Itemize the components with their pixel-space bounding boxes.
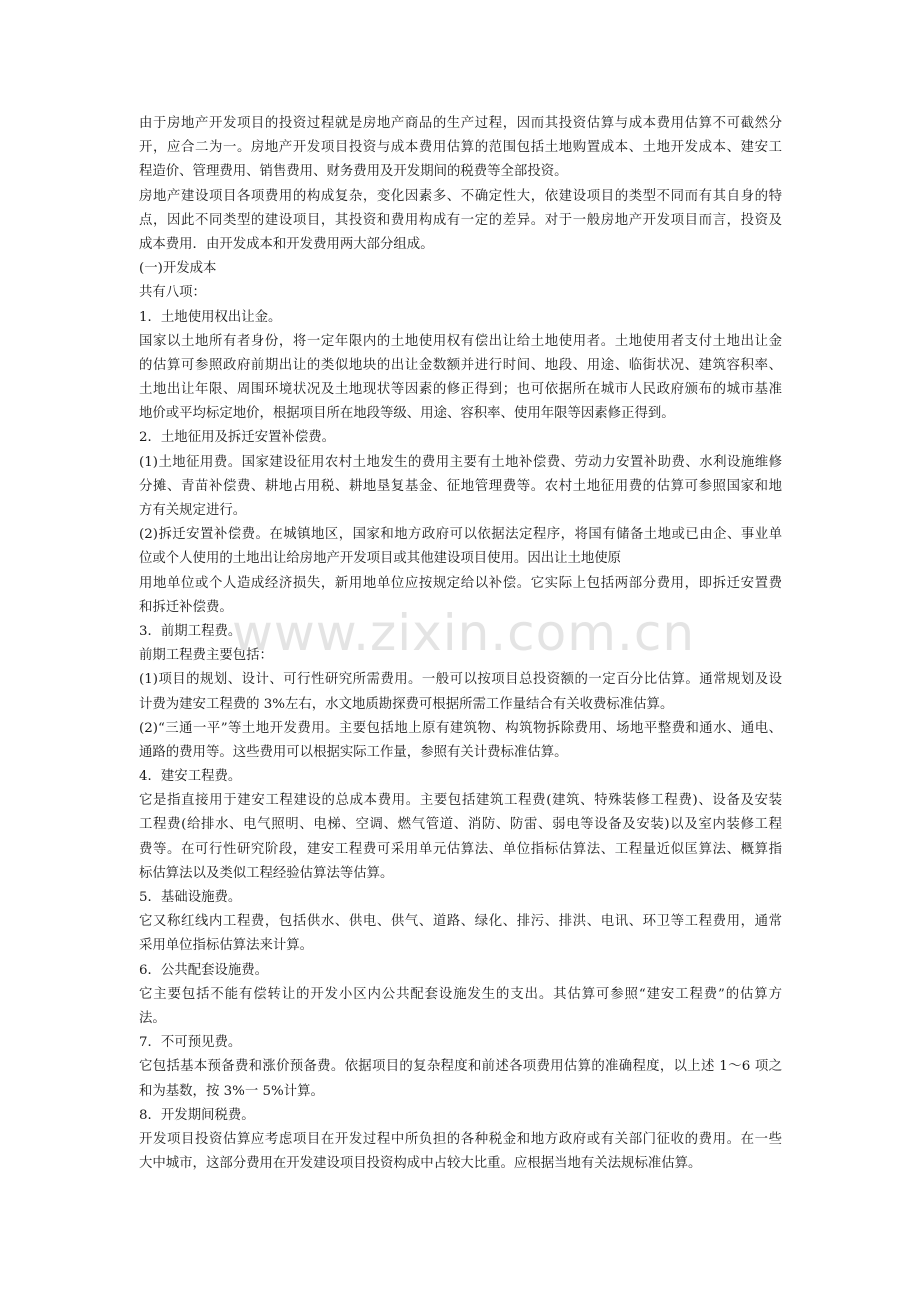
text-line: 通路的费用等。这些费用可以根据实际工作量，参照有关计费标准估算。: [139, 744, 568, 760]
text-line: 1．土地使用权出让金。: [139, 309, 282, 325]
text-line: 开发项目投资估算应考虑项目在开发过程中所负担的各种税金和地方政府或有关部门征收的费用。在一些: [139, 1131, 782, 1147]
text-line: 用地单位或个人造成经济损失，新用地单位应按规定给以补偿。它实际上包括两部分费用，即拆迁安置费: [139, 575, 782, 591]
text-line: 4．建安工程费。: [139, 769, 242, 785]
text-line: (2)“三通一平”等土地开发费用。主要包括地上原有建筑物、构筑物拆除费用、场地平整费和通水、通电、: [139, 720, 782, 736]
text-line: 房地产建设项目各项费用的构成复杂，变化因素多、不确定性大，依建设项目的类型不同而有其自身的特: [139, 188, 782, 204]
text-line: 位或个人使用的土地出让给房地产开发项目或其他建设项目使用。因出让土地使原: [139, 551, 622, 567]
text-line: 它又称红线内工程费，包括供水、供电、供气、道路、绿化、排污、排洪、电讯、环卫等工程费用，通常: [139, 914, 782, 930]
text-line: 它主要包括不能有偿转让的开发小区内公共配套设施发生的支出。其估算可参照“建安工程费”的估算方: [139, 986, 782, 1002]
text-line: 5．基础设施费。: [139, 890, 242, 905]
text-line: 和拆迁补偿费。: [139, 599, 233, 615]
text-line: 3．前期工程费。: [139, 623, 242, 639]
text-line: (1)土地征用费。国家建设征用农村土地发生的费用主要有土地补偿费、劳动力安置补助费、水利设施维修: [139, 454, 782, 470]
text-line: 程造价、管理费用、销售费用、财务费用及开发期间的税费等全部投资。: [139, 164, 568, 180]
text-line: 7．不可预见费。: [139, 1035, 242, 1051]
text-line: 6．公共配套设施费。: [139, 962, 269, 978]
text-line: 的估算可参照政府前期出让的类似地块的出让金数额并进行时间、地段、用途、临街状况、建筑容积率、: [139, 357, 782, 373]
watermark-text: www.zixin.com.cn: [232, 604, 696, 662]
text-line: 和为基数，按 3%一 5%计算。: [139, 1083, 324, 1099]
text-line: 开，应合二为一。房地产开发项目投资与成本费用估算的范围包括土地购置成本、土地开发成本、建安工: [139, 140, 782, 156]
text-line: (一)开发成本: [139, 261, 217, 277]
text-line: 它是指直接用于建安工程建设的总成本费用。主要包括建筑工程费(建筑、特殊装修工程费)、设备及安装: [139, 793, 782, 809]
text-line: 方有关规定进行。: [139, 503, 247, 518]
text-line: 采用单位指标估算法来计算。: [139, 938, 314, 954]
text-line: 计费为建安工程费的 3%左右，水文地质勘探费可根据所需工作量结合有关收费标准估算。: [139, 696, 674, 712]
text-line: 大中城市，这部分费用在开发建设项目投资构成中占较大比重。应根据当地有关法规标准估算。: [139, 1156, 702, 1172]
text-line: 前期工程费主要包括：: [139, 648, 273, 664]
text-line: 法。: [139, 1010, 166, 1026]
text-line: 它包括基本预备费和涨价预备费。依据项目的复杂程度和前述各项费用估算的准确程度，以上述 1～6 项之: [139, 1059, 782, 1075]
text-line: 标估算法以及类似工程经验估算法等估算。: [139, 865, 394, 881]
text-line: 地价或平均标定地价，根据项目所在地段等级、用途、容积率、使用年限等因素修正得到。: [139, 406, 675, 422]
text-line: 点，因此不同类型的建设项目，其投资和费用构成有一定的差异。对于一般房地产开发项目而言，投资及: [139, 212, 782, 228]
text-line: 共有八项：: [139, 285, 206, 301]
text-line: 分摊、青苗补偿费、耕地占用税、耕地垦复基金、征地管理费等。农村土地征用费的估算可参照国家和地: [139, 478, 782, 494]
document-body: [139, 112, 782, 1176]
text-line: 国家以土地所有者身份，将一定年限内的土地使用权有偿出让给土地使用者。土地使用者支付土地出让金: [139, 333, 782, 349]
text-line: 费等。在可行性研究阶段，建安工程费可采用单元估算法、单位指标估算法、工程量近似匡算法、概算指: [139, 841, 782, 857]
text-line: 8．开发期间税费。: [139, 1107, 255, 1123]
text-line: (2)拆迁安置补偿费。在城镇地区，国家和地方政府可以依据法定程序，将国有储备土地或已由企、事业单: [139, 527, 782, 543]
text-line: (1)项目的规划、设计、可行性研究所需费用。一般可以按项目总投资额的一定百分比估算。通常规划及设: [139, 672, 782, 688]
text-line: 由于房地产开发项目的投资过程就是房地产商品的生产过程，因而其投资估算与成本费用估算不可截然分: [139, 116, 782, 131]
text-line: 2．土地征用及拆迁安置补偿费。: [139, 430, 335, 446]
text-line: 土地出让年限、周围环境状况及土地现状等因素的修正得到；也可依据所在城市人民政府颁布的城市基准: [139, 382, 782, 398]
text-line: 工程费(给排水、电气照明、电梯、空调、燃气管道、消防、防雷、弱电等设备及安装)以及室内装修工程: [139, 817, 782, 833]
text-line: 成本费用．由开发成本和开发费用两大部分组成。: [139, 236, 434, 252]
